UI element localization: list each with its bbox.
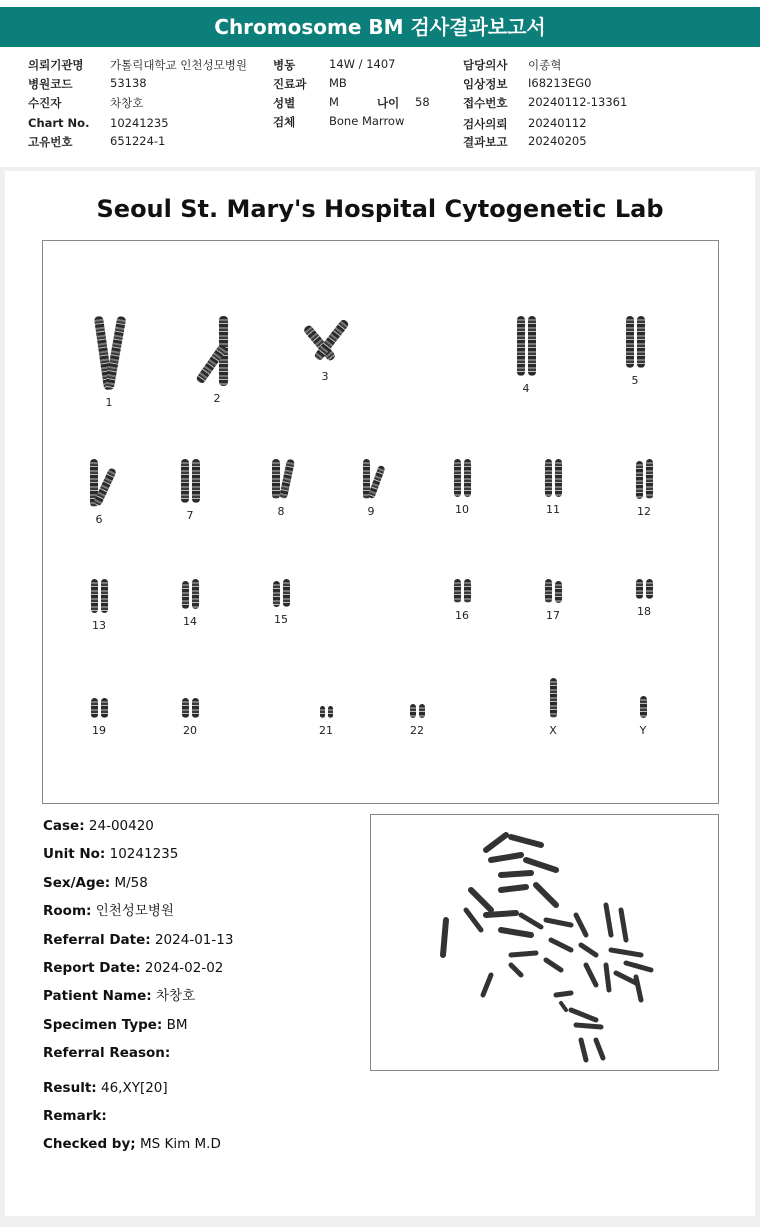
- referral-date-label: Referral Date:: [43, 931, 151, 948]
- report-date-label: Report Date:: [43, 959, 141, 976]
- info-label: 진료과: [273, 77, 307, 91]
- info-value: MB: [329, 76, 347, 90]
- chromosome-16: [442, 579, 482, 622]
- chromosome-label: 4: [522, 382, 530, 395]
- info-department: [273, 76, 306, 92]
- chromosome-label: Y: [639, 724, 647, 737]
- chromosome-5: [615, 316, 655, 387]
- info-value: 53138: [110, 76, 147, 90]
- checked-by-row: [43, 1134, 233, 1162]
- chromosome-label: 13: [92, 619, 106, 632]
- checked-by-label: Checked by;: [43, 1136, 136, 1153]
- chromosome-label: 15: [274, 613, 288, 626]
- chromosome-label: 14: [183, 615, 197, 628]
- info-value: 14W / 1407: [329, 57, 396, 71]
- result-label: Result:: [43, 1079, 97, 1096]
- chromosome-4: [506, 316, 546, 395]
- info-label: 의뢰기관명: [28, 58, 84, 72]
- patient-name-value: 차창호: [155, 988, 196, 1005]
- info-value: 가톨릭대학교 인천성모병원: [110, 58, 247, 72]
- info-label: 수진자: [28, 96, 62, 110]
- chromosome-label: 18: [637, 605, 651, 618]
- info-label: 나이: [377, 96, 400, 110]
- chromosome-label: 2: [213, 392, 221, 405]
- chromosome-label: 21: [319, 724, 333, 737]
- sex-age-row: [43, 873, 233, 901]
- info-value: Bone Marrow: [329, 114, 405, 128]
- info-value: 10241235: [110, 116, 169, 130]
- case-label: Case:: [43, 818, 85, 834]
- specimen-type-value: BM: [166, 1016, 188, 1033]
- remark-label: Remark:: [43, 1107, 107, 1124]
- chromosome-label: 19: [92, 724, 106, 737]
- info-ward: [273, 57, 295, 73]
- patient-name-row: [43, 986, 233, 1014]
- chromosome-label: 5: [631, 374, 639, 387]
- unit-no-value: 10241235: [109, 846, 179, 863]
- info-sex: [273, 95, 295, 111]
- info-doctor: [463, 57, 507, 73]
- chromosome-label: X: [549, 724, 557, 737]
- chromosome-12: [624, 459, 664, 518]
- chromosome-13: [79, 579, 119, 632]
- chromosome-label: 10: [455, 503, 469, 516]
- chromosome-3: [305, 316, 345, 383]
- chromosome-label: 6: [95, 513, 103, 526]
- chromosome-x: [533, 678, 573, 737]
- info-specimen: [273, 114, 295, 130]
- info-age: [377, 95, 399, 111]
- chromosome-8: [261, 459, 301, 518]
- info-receipt-no: [463, 95, 507, 111]
- chromosome-19: [79, 698, 119, 737]
- info-label: 병동: [273, 58, 296, 72]
- referral-date-row: [43, 930, 233, 958]
- top-gap: [0, 0, 760, 7]
- referral-reason-row: [43, 1043, 233, 1071]
- info-value: 58: [415, 95, 430, 109]
- info-value: 차창호: [110, 96, 144, 110]
- report-date-value: 2024-02-02: [144, 959, 224, 976]
- sex-age-label: Sex/Age:: [43, 874, 111, 891]
- info-label: 접수번호: [463, 96, 508, 110]
- unit-no-row: [43, 844, 233, 872]
- info-hospital-code: [28, 76, 72, 92]
- chromosome-9: [351, 459, 391, 518]
- info-label: 병원코드: [28, 77, 73, 91]
- chromosome-1: [89, 316, 129, 409]
- chromosome-label: 7: [186, 509, 194, 522]
- info-label: 검사의뢰: [463, 117, 508, 131]
- chromosome-11: [533, 459, 573, 516]
- info-request-date: [463, 116, 507, 132]
- room-value: 인천성모병원: [95, 903, 174, 920]
- chromosome-7: [170, 459, 210, 522]
- chromosome-label: 1: [105, 396, 113, 409]
- metaphase-spread-drawing: [371, 815, 718, 1070]
- lab-title: Seoul St. Mary's Hospital Cytogenetic Lab: [96, 195, 664, 223]
- chromosome-label: 12: [637, 505, 651, 518]
- case-info: [43, 816, 233, 1163]
- case-value: 24-00420: [88, 818, 154, 834]
- info-report-date: [463, 134, 507, 150]
- karyogram: [42, 240, 719, 804]
- chromosome-14: [170, 579, 210, 628]
- info-value: 20240112-13361: [528, 95, 628, 109]
- chromosome-22: [397, 704, 437, 737]
- header-info: [0, 47, 760, 167]
- chromosome-label: 16: [455, 609, 469, 622]
- chromosome-label: 17: [546, 609, 560, 622]
- chromosome-label: 8: [277, 505, 285, 518]
- chromosome-6: [79, 459, 119, 526]
- info-value: 20240112: [528, 116, 587, 130]
- case-row: [43, 816, 233, 844]
- info-chart-no: [28, 116, 89, 130]
- info-unique-no: [28, 134, 72, 150]
- chromosome-18: [624, 579, 664, 618]
- metaphase-spread-image: [370, 814, 719, 1071]
- chromosome-label: 20: [183, 724, 197, 737]
- result-value: 46,XY[20]: [100, 1079, 168, 1096]
- chromosome-21: [306, 706, 346, 737]
- result-row: [43, 1078, 233, 1106]
- info-label: 고유번호: [28, 135, 73, 149]
- info-label: 검체: [273, 115, 296, 129]
- chromosome-17: [533, 579, 573, 622]
- chromosome-label: 11: [546, 503, 560, 516]
- referral-reason-label: Referral Reason:: [43, 1045, 171, 1062]
- report-sheet: [5, 171, 755, 1216]
- chromosome-y: [623, 696, 663, 737]
- info-label: 결과보고: [463, 135, 508, 149]
- sex-age-value: M/58: [114, 874, 148, 891]
- remark-row: [43, 1106, 233, 1134]
- chromosome-20: [170, 698, 210, 737]
- chromosome-15: [261, 579, 301, 626]
- info-value: M: [329, 95, 339, 109]
- info-label: Chart No.: [28, 116, 90, 130]
- info-value: 이종혁: [528, 58, 562, 72]
- specimen-type-row: [43, 1015, 233, 1043]
- info-value: I68213EG0: [528, 76, 592, 90]
- info-label: 임상정보: [463, 77, 508, 91]
- patient-name-label: Patient Name:: [43, 988, 152, 1005]
- chromosome-label: 9: [367, 505, 375, 518]
- chromosome-2: [197, 316, 237, 405]
- info-label: 성별: [273, 96, 296, 110]
- room-label: Room:: [43, 903, 92, 920]
- info-value: 651224-1: [110, 134, 166, 148]
- checked-by-value: MS Kim M.D: [139, 1136, 221, 1153]
- chromosome-label: 3: [321, 370, 329, 383]
- info-patient: [28, 95, 61, 111]
- chromosome-10: [442, 459, 482, 516]
- referral-date-value: 2024-01-13: [154, 931, 234, 948]
- info-label: 담당의사: [463, 58, 508, 72]
- info-hospital: [28, 57, 84, 73]
- specimen-type-label: Specimen Type:: [43, 1016, 163, 1033]
- chromosome-label: 22: [410, 724, 424, 737]
- info-clinical: [463, 76, 507, 92]
- report-title: Chromosome BM 검사결과보고서: [0, 7, 760, 47]
- room-row: [43, 901, 233, 929]
- info-value: 20240205: [528, 134, 587, 148]
- report-date-row: [43, 958, 233, 986]
- unit-no-label: Unit No:: [43, 846, 106, 863]
